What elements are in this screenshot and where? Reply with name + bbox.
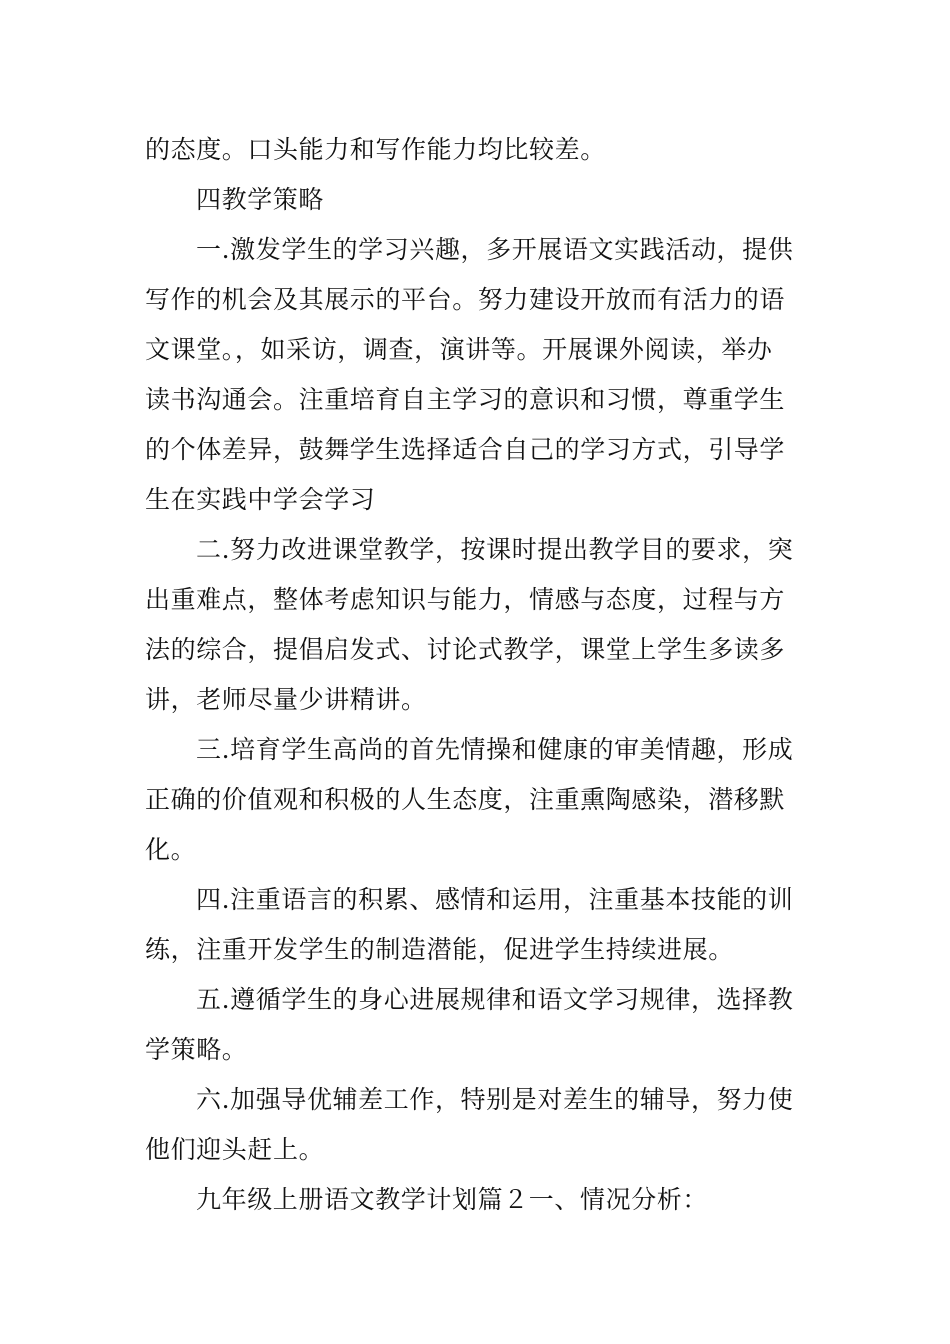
text-line: 文课堂。，如采访，调查，演讲等。开展课外阅读，举办: [145, 335, 773, 364]
text-line: 六.加强导优辅差工作，特别是对差生的辅导，努力使: [196, 1085, 794, 1114]
text-line: 化。: [145, 835, 197, 864]
text-line: 讲，老师尽量少讲精讲。: [145, 685, 427, 714]
text-line: 三.培育学生高尚的首先情操和健康的审美情趣，形成: [196, 735, 794, 764]
text-line: 他们迎头赶上。: [145, 1135, 325, 1164]
text-line: 学策略。: [145, 1035, 248, 1064]
text-line: 练，注重开发学生的制造潜能，促进学生持续进展。: [145, 935, 734, 964]
text-line: 读书沟通会。注重培育自主学习的意识和习惯，尊重学生: [145, 385, 786, 414]
text-line: 二.努力改进课堂教学，按课时提出教学目的要求，突: [196, 535, 794, 564]
text-line: 正确的价值观和积极的人生态度，注重熏陶感染，潜移默: [145, 785, 786, 814]
text-line: 生在实践中学会学习: [145, 485, 376, 514]
section-heading: 四教学策略: [196, 185, 325, 214]
text-line: 法的综合，提倡启发式、讨论式教学，课堂上学生多读多: [145, 635, 786, 664]
text-line: 的个体差异，鼓舞学生选择适合自己的学习方式，引导学: [145, 435, 786, 464]
text-line: 五.遵循学生的身心进展规律和语文学习规律，选择教: [196, 985, 794, 1014]
text-line: 一.激发学生的学习兴趣，多开展语文实践活动，提供: [196, 235, 794, 264]
text-line: 出重难点，整体考虑知识与能力，情感与态度，过程与方: [145, 585, 786, 614]
text-line: 四.注重语言的积累、感情和运用，注重基本技能的训: [196, 885, 794, 914]
section-heading: 九年级上册语文教学计划篇２一、情况分析：: [196, 1185, 709, 1214]
text-line: 的态度。口头能力和写作能力均比较差。: [145, 135, 606, 164]
text-line: 写作的机会及其展示的平台。努力建设开放而有活力的语: [145, 285, 786, 314]
